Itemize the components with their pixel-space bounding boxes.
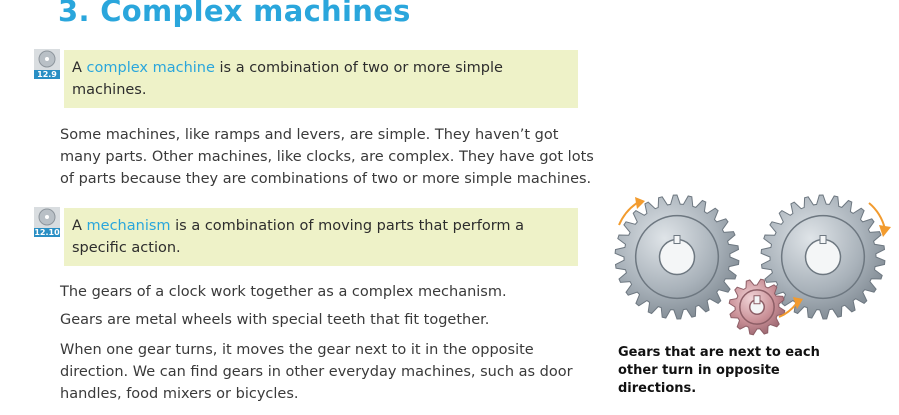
definition-post: is a combination of two or more simple xyxy=(214,60,503,76)
paragraph-line: Some machines, like ramps and levers, are simple. They haven’t got xyxy=(60,127,559,143)
definition-box xyxy=(64,208,578,266)
caption-line: directions. xyxy=(618,381,697,396)
definition-pre: A xyxy=(72,60,87,76)
definition-line2: specific action. xyxy=(72,240,181,256)
gear-icon xyxy=(615,195,739,319)
caption-line: Gears that are next to each xyxy=(618,345,820,360)
paragraph-line: When one gear turns, it moves the gear next to it in the opposite xyxy=(60,342,534,358)
definition-keyword: mechanism xyxy=(86,218,171,234)
definition-line2: machines. xyxy=(72,82,147,98)
definition-box xyxy=(64,50,578,108)
caption-line: other turn in opposite xyxy=(618,363,780,378)
paragraph-gears-definition: Gears are metal wheels with special teeth that fit together. xyxy=(60,312,490,328)
paragraph-gears-clock: The gears of a clock work together as a complex mechanism. xyxy=(60,284,507,300)
paragraph-line: handles, food mixers or bicycles. xyxy=(60,386,299,402)
paragraph-gears-direction xyxy=(60,339,573,405)
badge-number: 12.9 xyxy=(34,70,60,79)
definition-post: is a combination of moving parts that perform a xyxy=(170,218,525,234)
definition-keyword: complex machine xyxy=(86,60,215,76)
cd-badge-icon xyxy=(34,207,60,237)
gears-caption xyxy=(618,344,838,398)
paragraph-line: many parts. Other machines, like clocks, are complex. They have got lots xyxy=(60,149,594,165)
paragraph-line: direction. We can find gears in other everyday machines, such as door xyxy=(60,364,573,380)
definition-pre: A xyxy=(72,218,87,234)
gears-illustration xyxy=(607,185,899,340)
cd-badge-icon xyxy=(34,49,60,79)
badge-number: 12.10 xyxy=(34,228,60,237)
paragraph-line: of parts because they are combinations of two or more simple machines. xyxy=(60,171,592,187)
gear-icon xyxy=(729,279,785,335)
paragraph-simple-complex xyxy=(60,124,594,190)
section-title: 3. Complex machines xyxy=(58,0,411,28)
